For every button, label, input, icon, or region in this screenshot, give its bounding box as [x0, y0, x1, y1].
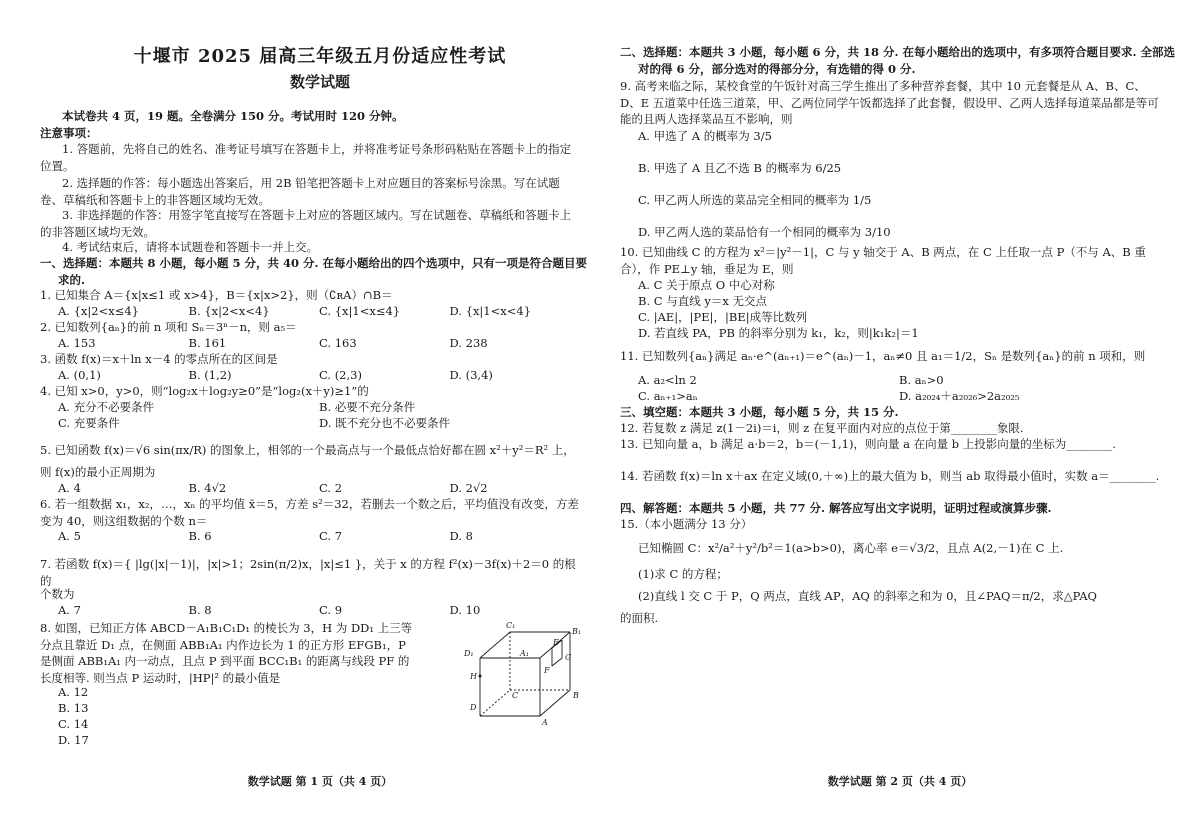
option-d: D. a₂₀₂₄＋a₂₀₂₆>2a₂₀₂₅ — [899, 389, 1020, 403]
question-3: 3. 函数 f(x)＝x＋ln x－4 的零点所在的区间是 — [40, 352, 278, 366]
section-heading: 一、选择题：本题共 8 小题，每小题 5 分，共 40 分. 在每小题给出的四个选项中，只有一项是符合题目要求的. — [40, 256, 588, 287]
notice-item: 4. 考试结束后，请将本试题卷和答题卡一并上交。 — [62, 240, 319, 254]
exam-intro: 本试卷共 4 页，19 题。全卷满分 150 分。考试用时 120 分钟。 — [62, 109, 404, 123]
question-12: 12. 若复数 z 满足 z(1－2i)＝i，则 z 在复平面内对应的点位于第________象限. — [620, 421, 1024, 435]
option-c: C. |AE|，|PE|，|BE|成等比数列 — [638, 310, 808, 324]
question-4: 4. 已知 x>0，y>0，则“log₂x＋log₂y≥0”是“log₂(x＋y)≥1”的 — [40, 384, 369, 398]
question-11: 11. 已知数列{aₙ}满足 aₙ·e^(aₙ₊₁)＝e^(aₙ)－1，aₙ≠0 且 a₁＝1/2，Sₙ 是数列{aₙ}的前 n 项和，则 — [620, 349, 1146, 363]
question-8: 8. 如图，已知正方体 ABCD－A₁B₁C₁D₁ 的棱长为 3，H 为 DD₁ 上三等分点且靠近 D₁ 点，在侧面 ABB₁A₁ 内作边长为 1 的正方形 EFGB₁，P 是侧面 ABB₁A₁ 内一动点，且点 P 到平面 BCC₁B₁ 的距离与线段 PF 的长度相等. 则当点 P 运动时，|HP|² 的最小值是 — [40, 621, 413, 686]
cube-label: A₁ — [520, 649, 529, 658]
question-15-heading: 15.（本小题满分 13 分） — [620, 517, 753, 531]
option-d: D. 若直线 PA，PB 的斜率分别为 k₁，k₂，则|k₁k₂|＝1 — [638, 326, 919, 340]
option-c: C. 9 — [319, 603, 343, 617]
option-b: B. (1,2) — [188, 368, 232, 382]
option-d: D. {x|1<x<4} — [449, 304, 532, 318]
option-a: A. 充分不必要条件 — [58, 400, 155, 414]
question-15-part-2-cont: 的面积. — [620, 611, 659, 625]
option-c: C. 2 — [319, 481, 343, 495]
option-c: C. 甲乙两人所选的菜品完全相同的概率为 1/5 — [638, 193, 872, 207]
notice-item: 3. 非选择题的作答：用签字笔直接写在答题卡上对应的答题区域内。写在试题卷、草稿纸和答题卡上的非答题区域均无效。 — [40, 208, 572, 239]
option-c: C. 充要条件 — [58, 416, 120, 430]
option-d: D. 8 — [449, 529, 473, 543]
question-3-options — [40, 367, 580, 384]
option-b: B. 6 — [188, 529, 212, 543]
option-c: C. 14 — [58, 717, 89, 731]
question-14: 14. 若函数 f(x)＝ln x＋ax 在定义域(0,＋∞)上的最大值为 b，则当 ab 取得最小值时，实数 a＝________. — [620, 469, 1160, 483]
exam-title: 十堰市 2025 届高三年级五月份适应性考试 — [133, 46, 507, 67]
option-c: C. 163 — [319, 336, 357, 350]
cube-label: B — [573, 691, 579, 700]
option-b: B. 甲选了 A 且乙不选 B 的概率为 6/25 — [638, 161, 842, 175]
option-b: B. 必要不充分条件 — [319, 400, 416, 414]
question-10: 10. 已知曲线 C 的方程为 x²＝|y²－1|，C 与 y 轴交于 A、B 两点，在 C 上任取一点 P（不与 A、B 重合），作 PE⊥y 轴，垂足为 E，则 — [620, 245, 1146, 276]
option-a: A. 12 — [58, 685, 89, 699]
option-d: D. 2√2 — [449, 481, 488, 495]
option-d: D. 10 — [449, 603, 481, 617]
option-d: D. 17 — [58, 733, 89, 747]
question-4-options-row2 — [40, 415, 580, 432]
notice-item: 1. 答题前，先将自己的姓名、准考证号填写在答题卡上，并将准考证号条形码粘贴在答题卡上的指定位置。 — [40, 142, 572, 173]
question-11-options-row1 — [620, 372, 1160, 389]
cube-label: C — [512, 691, 519, 700]
cube-label: C₁ — [506, 621, 516, 630]
question-5-options — [40, 480, 580, 497]
option-a: A. C 关于原点 O 中心对称 — [638, 278, 775, 292]
option-c: C. {x|1<x≤4} — [319, 304, 401, 318]
section-heading: 四、解答题：本题共 5 小题，共 77 分. 解答应写出文字说明，证明过程或演算步骤. — [620, 501, 1052, 515]
option-d: D. 既不充分也不必要条件 — [319, 416, 451, 430]
exam-subtitle: 数学试题 — [289, 73, 350, 91]
option-c: C. 7 — [319, 529, 343, 543]
question-7-cont: 个数为 — [40, 587, 75, 601]
cube-label: F — [544, 666, 550, 675]
question-13: 13. 已知向量 a，b 满足 a·b＝2，b＝(－1,1)，则向量 a 在向量 b 上投影向量的坐标为________. — [620, 437, 1116, 451]
page-footer: 数学试题 第 2 页（共 4 页） — [827, 775, 973, 788]
section-heading: 二、选择题：本题共 3 小题，每小题 6 分，共 18 分. 在每小题给出的选项中，有多项符合题目要求. 全部选对的得 6 分，部分选对的得部分分，有选错的得 0 分. — [620, 45, 1176, 76]
option-a: A. 7 — [58, 603, 81, 617]
option-b: B. {x|2<x<4} — [188, 304, 270, 318]
option-b: B. 4√2 — [188, 481, 227, 495]
question-6: 6. 若一组数据 x₁，x₂，…，xₙ 的平均值 x̄＝5，方差 s²＝32，若删去一个数之后，平均值没有改变，方差变为 40，则这组数据的个数 n＝ — [40, 497, 579, 528]
page-footer: 数学试题 第 1 页（共 4 页） — [247, 775, 393, 788]
section-heading: 三、填空题：本题共 3 小题，每小题 5 分，共 15 分. — [620, 405, 899, 419]
option-a: A. 5 — [58, 529, 81, 543]
cube-label: B₁ — [572, 627, 582, 636]
exam-page-2 — [620, 0, 1180, 832]
option-c: C. (2,3) — [319, 368, 362, 382]
option-a: A. a₂<ln 2 — [638, 373, 697, 387]
option-d: D. 甲乙两人选的菜品恰有一个相同的概率为 3/10 — [638, 225, 891, 239]
option-a: A. 153 — [58, 336, 96, 350]
cube-label: D — [470, 703, 477, 712]
cube-label: H — [470, 672, 477, 681]
question-4-options-row1 — [40, 399, 580, 416]
option-a: A. 甲选了 A 的概率为 3/5 — [638, 129, 772, 143]
cube-label: A — [542, 718, 548, 727]
question-2: 2. 已知数列{aₙ}的前 n 项和 Sₙ＝3ⁿ－n，则 a₅＝ — [40, 320, 297, 334]
cube-label: E — [553, 638, 559, 647]
option-b: B. 8 — [188, 603, 212, 617]
question-5: 5. 已知函数 f(x)＝√6 sin(πx/R) 的图象上，相邻的一个最高点与一个最低点恰好都在圆 x²＋y²＝R² 上，则 f(x)的最小正周期为 — [40, 443, 575, 479]
option-b: B. C 与直线 y＝x 无交点 — [638, 294, 768, 308]
question-7-options — [40, 602, 580, 619]
question-9: 9. 高考来临之际，某校食堂的午饭针对高三学生推出了多种营养套餐，其中 10 元套餐是从 A、B、C、D、E 五道菜中任选三道菜，甲、乙两位同学午饭都选择了此套餐，假设甲、乙两人选择每道菜品都是等可能的且两人选择菜品互不影响，则 — [620, 79, 1159, 127]
question-1: 1. 已知集合 A＝{x|x≤1 或 x>4}，B＝{x|x>2}，则（∁ʀA）∩B＝ — [40, 288, 393, 302]
question-7: 7. 若函数 f(x)＝{ |lg(|x|－1)|，|x|>1；2sin(π/2)x，|x|≤1 }，关于 x 的方程 f²(x)－3f(x)＋2＝0 的根的 — [40, 557, 576, 588]
exam-page-1 — [40, 0, 600, 832]
option-c: C. aₙ₊₁>aₙ — [638, 389, 698, 403]
notice-heading: 注意事项： — [40, 126, 98, 140]
question-6-options — [40, 528, 580, 545]
question-1-options — [40, 303, 580, 320]
question-2-options — [40, 335, 580, 352]
option-b: B. aₙ>0 — [899, 373, 944, 387]
question-15-part-2: (2)直线 l 交 C 于 P，Q 两点，直线 AP，AQ 的斜率之和为 0，且∠PAQ＝π/2，求△PAQ — [638, 589, 1097, 603]
option-b: B. 161 — [188, 336, 227, 350]
question-11-options-row2 — [620, 388, 1160, 405]
option-a: A. 4 — [58, 481, 81, 495]
option-d: D. (3,4) — [449, 368, 493, 382]
option-a: A. (0,1) — [58, 368, 101, 382]
option-b: B. 13 — [58, 701, 89, 715]
notice-item: 2. 选择题的作答：每小题选出答案后，用 2B 铅笔把答题卡上对应题目的答案标号涂黑。写在试题卷、草稿纸和答题卡上的非答题区域均无效。 — [40, 176, 560, 207]
option-a: A. {x|2<x≤4} — [58, 304, 139, 318]
option-d: D. 238 — [449, 336, 488, 350]
cube-label: D₁ — [464, 649, 474, 658]
question-15-part-1: (1)求 C 的方程； — [638, 567, 728, 581]
question-15-body: 已知椭圆 C：x²/a²＋y²/b²＝1(a>b>0)，离心率 e＝√3/2，且点 A(2,－1)在 C 上. — [638, 541, 1064, 555]
cube-label: G — [565, 653, 572, 662]
cube-diagram — [462, 618, 582, 728]
